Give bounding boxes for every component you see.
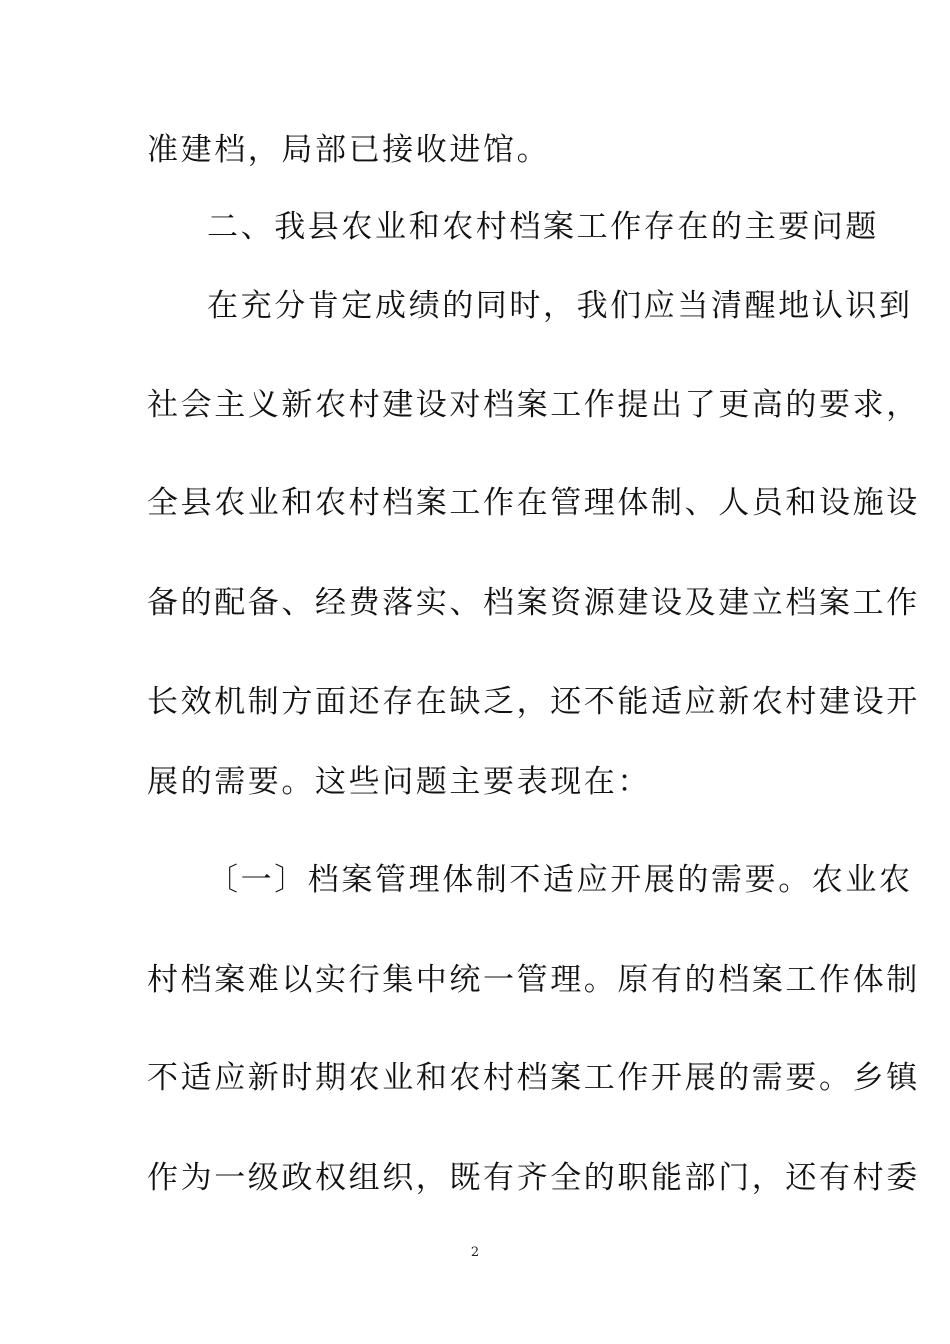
page-number: 2 xyxy=(470,1245,480,1260)
text-line-7: 长效机制方面还存在缺乏，还不能适应新农村建设开 xyxy=(147,684,920,720)
text-line-3: 在充分肯定成绩的同时，我们应当清醒地认识到 xyxy=(207,288,913,324)
text-line-12: 作为一级政权组织，既有齐全的职能部门，还有村委 xyxy=(147,1160,920,1196)
text-line-1: 准建档，局部已接收进馆。 xyxy=(147,132,551,168)
text-line-5: 全县农业和农村档案工作在管理体制、人员和设施设 xyxy=(147,485,920,521)
text-line-11: 不适应新时期农业和农村档案工作开展的需要。乡镇 xyxy=(147,1060,920,1096)
section-heading: 二、我县农业和农村档案工作存在的主要问题 xyxy=(207,209,879,245)
text-line-10: 村档案难以实行集中统一管理。原有的档案工作体制 xyxy=(147,962,920,998)
text-line-4: 社会主义新农村建设对档案工作提出了更高的要求， xyxy=(147,387,920,423)
text-line-8: 展的需要。这些问题主要表现在： xyxy=(147,764,651,800)
text-line-6: 备的配备、经费落实、档案资源建设及建立档案工作 xyxy=(147,585,920,621)
subsection-heading: 〔一〕档案管理体制不适应开展的需要。农业农 xyxy=(207,862,913,898)
